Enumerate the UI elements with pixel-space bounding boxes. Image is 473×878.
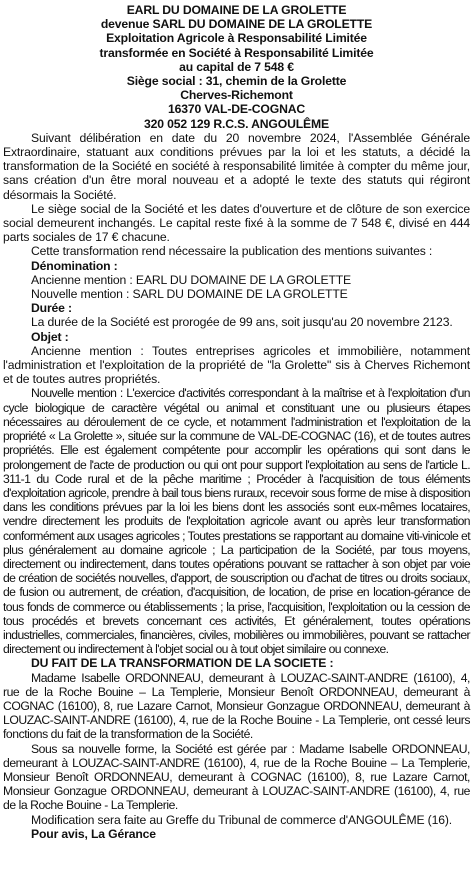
section-title-denomination: Dénomination : [31,258,118,273]
company-capital: au capital de 7 548 € [179,59,294,74]
denomination-old: Ancienne mention : EARL DU DOMAINE DE LA GROLETTE [31,272,352,287]
paragraph-cessation: Madame Isabelle ORDONNEAU, demeurant à LOUZAC-SAINT-ANDRE (16100), 4, rue de la Roche Bouine – La Templerie, Monsieur Benoît ORDONNEAU, demeurant à COGNAC (16100), 8, rue Lazare Carnot, Monsieur Gonzague ORDONNEAU, demeurant à LOUZAC-SAINT-ANDRE (16100), 4, rue de la Roche Bouine - La Templerie, ont cessé leurs fonctions du fait de la transformation de la Société. [3,670,470,742]
office-locality: Cherves-Richemont [180,88,293,103]
company-new-name: devenue SARL DU DOMAINE DE LA GROLETTE [100,17,373,32]
objet-old: Ancienne mention : Toutes entreprises agricoles et immobilière, notamment l'administration et l'exploitation de la propriété de "la Grolette" sis à Cherves Richemont et de toutes autres propriétés. [3,343,470,387]
paragraph-greffe: Modification sera faite au Greffe du Tribunal de commerce d'ANGOULÊME (16). [31,812,452,827]
section-title-transformation: DU FAIT DE LA TRANSFORMATION DE LA SOCIETE : [31,656,334,671]
company-new-form: transformée en Société à Responsabilité Limitée [99,45,374,60]
company-former-name: EARL DU DOMAINE DE LA GROLETTE [126,3,347,17]
section-title-objet: Objet : [31,329,69,344]
duree-text: La durée de la Société est prorogée de 99 ans, soit jusqu'au 20 novembre 2123. [31,315,453,330]
rcs-number: 320 052 129 R.C.S. ANGOULÊME [143,116,329,131]
paragraph-capital: Le siège social de la Société et les dates d'ouverture et de clôture de son exercice social demeurent inchangés. Le capital reste fixé à la somme de 7 548 €, divisé en 444 parts sociales de 17 € chacune. [3,201,470,245]
registered-office: Siège social : 31, chemin de la Grolette [126,74,347,89]
paragraph-deliberation: Suivant délibération en date du 20 novembre 2024, l'Assemblée Générale Extraordinaire, statuant aux conditions prévues par la loi et les statuts, a décidé la transformation de la Société en société à responsabilité limitée à compter du même jour, sans création d'un être moral nouveau et a adopté le texte des statuts qui régiront désormais la Société. [3,130,470,202]
objet-new: Nouvelle mention : L'exercice d'activités correspondant à la maîtrise et à l'exploitation d'un cycle biologique de caractère végétal ou animal et constituant une ou plusieurs étapes nécessaires au déroulement de ce cycle, et notamment l'administration et l'exploitation de la propriété « La Grolette », située sur la commune de VAL-DE-COGNAC (16), et de toutes autres propriétés. Elle est également compétente pour accomplir les opérations qui sont dans le prolongement de l'acte de production ou qui ont pour support l'exploitation au sens de l'article L. 311-1 du Code rural et de la pêche maritime ; Procéder à l'acquisition de tous éléments d'exploitation agricole, prendre à bail tous biens ruraux, recevoir sous forme de mise à disposition dans les conditions prévues par la loi les biens dont les associés sont eux-mêmes locataires, vendre directement les produits de l'exploitation agricole avant ou après leur transformation conformément aux usages agricoles ; Toutes prestations se rapportant au domaine viti-vinicole et plus généralement au domaine agricole ; La participation de la Société, par tous moyens, directement ou indirectement, dans toutes opérations pouvant se rattacher à son objet par voie de création de sociétés nouvelles, d'apport, de souscription ou d'achat de titres ou droits sociaux, de fusion ou autrement, de création, d'acquisition, de location, de prise en location-gérance de tous fonds de commerce ou établissements ; la prise, l'acquisition, l'exploitation ou la cession de tous procédés et brevets concernant ces activités, Et généralement, toutes opérations industrielles, commerciales, financières, civiles, mobilières ou immobilières, pouvant se rattacher directement ou indirectement à l'objet social ou à tout objet similaire ou connexe. [3,386,470,657]
paragraph-gerance: Sous sa nouvelle forme, la Société est gérée par : Madame Isabelle ORDONNEAU, demeurant à LOUZAC-SAINT-ANDRE (16100), 4, rue de la Roche Bouine – La Templerie, Monsieur Benoît ORDONNEAU, demeurant à COGNAC (16100), 8, rue Lazare Carnot, Monsieur Gonzague ORDONNEAU, demeurant à LOUZAC-SAINT-ANDRE (16100), 4, rue de la Roche Bouine - La Templerie. [3,741,470,813]
notice-header [3,3,470,131]
company-former-form: Exploitation Agricole à Responsabilité Limitée [106,31,367,46]
office-postcode-city: 16370 VAL-DE-COGNAC [167,102,306,117]
denomination-new: Nouvelle mention : SARL DU DOMAINE DE LA GROLETTE [31,287,348,302]
signature: Pour avis, La Gérance [31,826,156,841]
paragraph-publication: Cette transformation rend nécessaire la publication des mentions suivantes : [31,244,433,259]
section-title-duree: Durée : [31,301,72,316]
